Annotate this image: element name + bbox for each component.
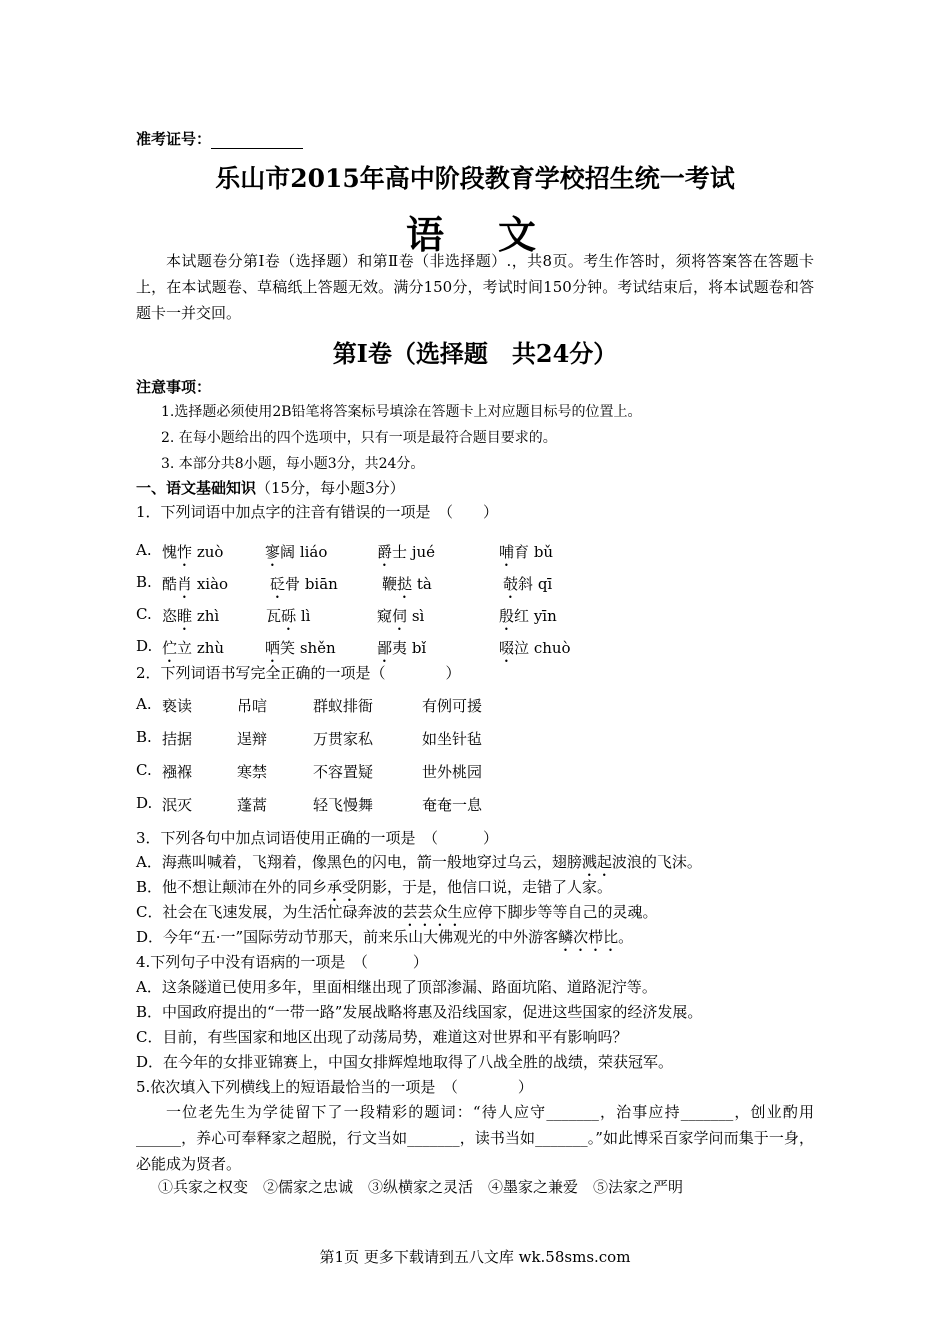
part-heading: 一、语文基础知识（15分，每小题3分） bbox=[136, 479, 405, 497]
q1-word: 爵士 jué bbox=[377, 543, 436, 561]
q1-option-label: A. bbox=[136, 541, 152, 559]
q1-word: 鞭挞 tà bbox=[382, 575, 432, 593]
q5-stem: 5.依次填入下列横线上的短语最恰当的一项是 （ ） bbox=[136, 1078, 533, 1096]
q4-option: B．中国政府提出的“一带一路”发展战略将惠及沿线国家，促进这些国家的经济发展。 bbox=[136, 1003, 703, 1021]
q2-option-label: A. bbox=[136, 695, 152, 713]
q2-word: 不容置疑 bbox=[313, 763, 374, 781]
q1-word: 窥伺 sì bbox=[377, 607, 425, 625]
section-title: 第Ⅰ卷（选择题 共24分） bbox=[332, 339, 618, 368]
q1-word: 殷红 yīn bbox=[499, 607, 557, 625]
q2-word: 轻飞慢舞 bbox=[313, 796, 374, 814]
q2-word: 蓬蒿 bbox=[237, 796, 268, 814]
notice-label: 注意事项： bbox=[136, 378, 212, 396]
q1-word: 哺育 bǔ bbox=[499, 543, 554, 561]
q2-option-label: D. bbox=[136, 794, 153, 812]
q5-choices: ①兵家之权变 ②儒家之忠诚 ③纵横家之灵活 ④墨家之兼爱 ⑤法家之严明 bbox=[158, 1178, 684, 1196]
q2-word: 如坐针毡 bbox=[422, 730, 483, 748]
q2-word: 寒禁 bbox=[237, 763, 268, 781]
q2-stem: 2．下列词语书写完全正确的一项是（ ） bbox=[136, 664, 461, 682]
q1-word: 哂笑 shěn bbox=[265, 639, 336, 657]
notice-item: 1.选择题必须使用2B铅笔将答案标号填涂在答题卡上对应题目标号的位置上。 bbox=[161, 404, 642, 420]
q1-word: 愧怍 zuò bbox=[162, 543, 224, 561]
q3-option: D．今年“五·一”国际劳动节那天，前来乐山大佛观光的中外游客鳞次栉比。 bbox=[136, 928, 634, 946]
q4-option: A．这条隧道已使用多年，里面相继出现了顶部渗漏、路面坑陷、道路泥泞等。 bbox=[136, 978, 657, 996]
q1-word: 砭骨 biān bbox=[270, 575, 338, 593]
exam-title: 乐山市2015年高中阶段教育学校招生统一考试 bbox=[215, 164, 735, 193]
admission-number-label: 准考证号： bbox=[136, 128, 303, 149]
q4-stem: 4.下列句子中没有语病的一项是 （ ） bbox=[136, 953, 428, 971]
q2-word: 吊唁 bbox=[237, 697, 268, 715]
q1-word: 鄙夷 bǐ bbox=[377, 639, 427, 657]
q1-stem: 1．下列词语中加点字的注音有错误的一项是 （ ） bbox=[136, 503, 499, 521]
subject-title: 语 文 bbox=[405, 212, 544, 257]
q2-word: 世外桃园 bbox=[422, 763, 483, 781]
q1-word: 寥阔 liáo bbox=[265, 543, 328, 561]
q3-stem: 3．下列各句中加点词语使用正确的一项是 （ ） bbox=[136, 829, 499, 847]
q2-word: 奄奄一息 bbox=[422, 796, 483, 814]
q2-word: 逞辩 bbox=[237, 730, 268, 748]
q1-option-label: B. bbox=[136, 573, 152, 591]
notice-item: 3. 本部分共8小题，每小题3分，共24分。 bbox=[161, 456, 425, 472]
notice-item: 2. 在每小题给出的四个选项中，只有一项是最符合题目要求的。 bbox=[161, 430, 557, 446]
q4-option: C．目前，有些国家和地区出现了动荡局势，难道这对世界和平有影响吗？ bbox=[136, 1028, 628, 1046]
q1-option-label: C. bbox=[136, 605, 152, 623]
intro-paragraph: 本试题卷分第Ⅰ卷（选择题）和第Ⅱ卷（非选择题）.，共8页。考生作答时，须将答案答在答题卡上，在本试题卷、草稿纸上答题无效。满分150分，考试时间150分钟。考试结束后，将本试题卷和答题卡一并交回。 bbox=[136, 252, 814, 322]
q1-word: 攲斜 qī bbox=[503, 575, 553, 593]
q5-passage: 一位老先生为学徒留下了一段精彩的题词：“待人应守_______，治事应持_______，创业酌用______，养心可奉释家之超脱，行文当如_______，读书当如_______。”如此博采百家学问而集于一身，必能成为贤者。 bbox=[136, 1103, 814, 1173]
q4-option: D．在今年的女排亚锦赛上，中国女排辉煌地取得了八战全胜的战绩，荣获冠军。 bbox=[136, 1053, 674, 1071]
q1-word: 啜泣 chuò bbox=[499, 639, 571, 657]
q3-option: A．海燕叫喊着，飞翔着，像黑色的闪电，箭一般地穿过乌云，翅膀溅起波浪的飞沫。 bbox=[136, 853, 702, 871]
q1-word: 瓦砾 lì bbox=[266, 607, 311, 625]
q3-option: C．社会在飞速发展，为生活忙碌奔波的芸芸众生应停下脚步等等自己的灵魂。 bbox=[136, 903, 658, 921]
q2-word: 襁褓 bbox=[162, 763, 193, 781]
q3-option: B．他不想让颠沛在外的同乡承受阴影，于是，他信口说，走错了人家。 bbox=[136, 878, 613, 896]
q1-word: 伫立 zhù bbox=[162, 639, 225, 657]
q2-word: 万贯家私 bbox=[313, 730, 374, 748]
q1-word: 酷肖 xiào bbox=[162, 575, 229, 593]
q2-word: 群蚁排衙 bbox=[313, 697, 374, 715]
q2-word: 有例可援 bbox=[422, 697, 483, 715]
page-footer: 第1页 更多下载请到五八文库 wk.58sms.com bbox=[319, 1248, 631, 1266]
q1-option-label: D. bbox=[136, 637, 153, 655]
q2-option-label: B. bbox=[136, 728, 152, 746]
q2-word: 拮据 bbox=[162, 730, 193, 748]
q2-option-label: C. bbox=[136, 761, 152, 779]
admission-number-blank bbox=[211, 134, 303, 149]
q2-word: 泯灭 bbox=[162, 796, 193, 814]
q1-word: 恣睢 zhì bbox=[162, 607, 220, 625]
q2-word: 亵读 bbox=[162, 697, 193, 715]
